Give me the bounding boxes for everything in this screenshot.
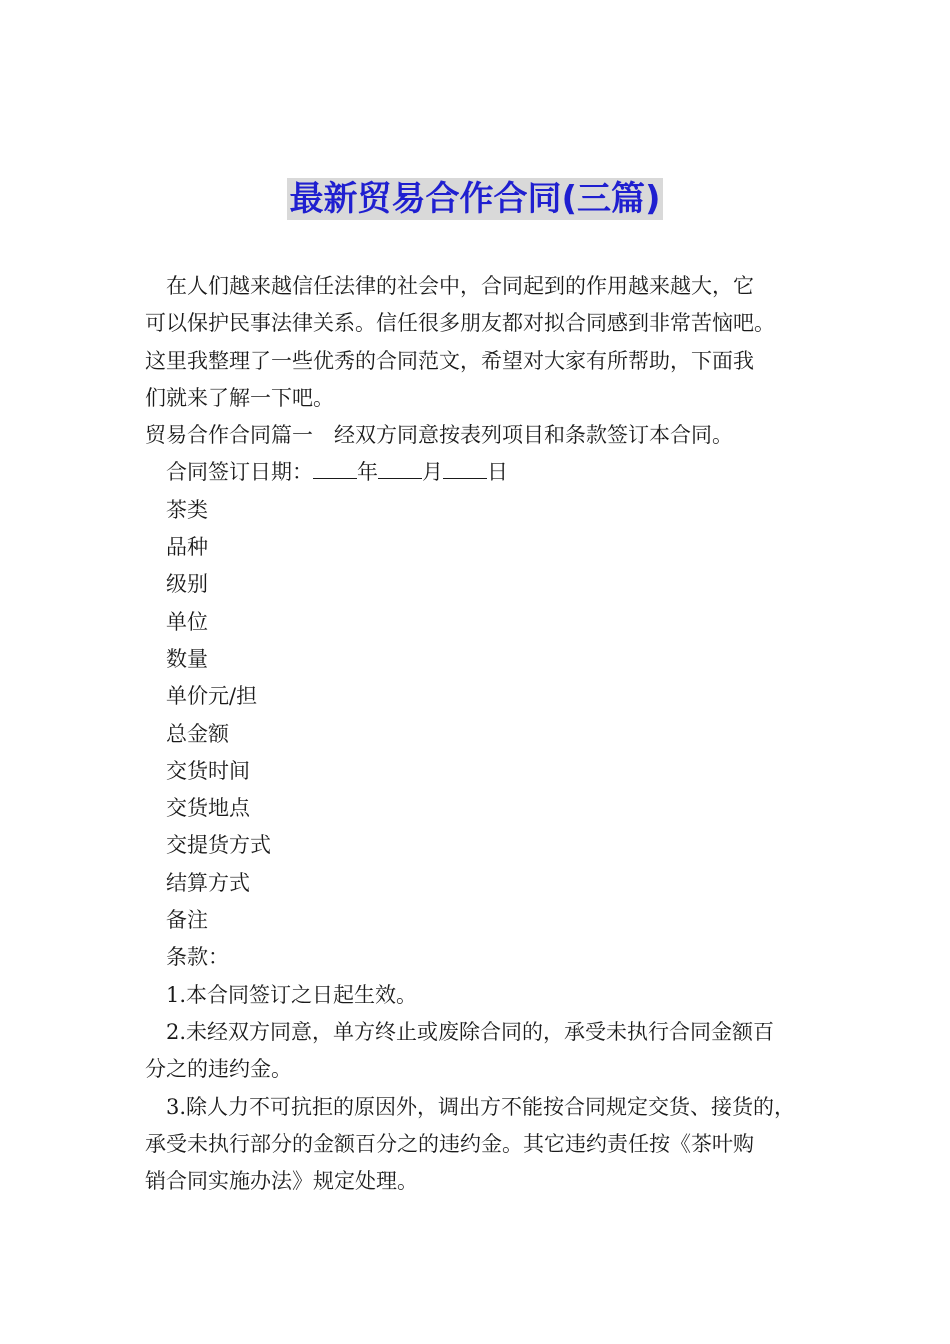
- day-blank: [443, 458, 487, 479]
- item-delivery-method: 交提货方式: [166, 833, 271, 858]
- item-settlement-method: 结算方式: [166, 870, 250, 895]
- clause-3-line: 承受未执行部分的金额百分之的违约金。其它违约责任按《茶叶购: [145, 1131, 754, 1156]
- intro-line: 在人们越来越信任法律的社会中，合同起到的作用越来越大，它: [166, 274, 754, 298]
- document-title: 最新贸易合作合同(三篇): [289, 179, 661, 219]
- item-unit: 单位: [166, 609, 208, 634]
- title-container: [0, 178, 950, 220]
- clause-2-line: 2.未经双方同意，单方终止或废除合同的，承受未执行合同金额百: [166, 1019, 775, 1044]
- month-blank: [378, 458, 422, 479]
- intro-line: 可以保护民事法律关系。信任很多朋友都对拟合同感到非常苦恼吧。: [145, 311, 775, 336]
- clause-3-line: 销合同实施办法》规定处理。: [145, 1169, 418, 1194]
- item-delivery-place: 交货地点: [166, 796, 250, 821]
- section-heading: 贸易合作合同篇一 经双方同意按表列项目和条款签订本合同。: [145, 423, 733, 448]
- item-tea-category: 茶类: [166, 497, 208, 522]
- clause-1: 1.本合同签订之日起生效。: [166, 982, 418, 1007]
- month-label: 月: [422, 460, 443, 485]
- intro-line: 这里我整理了一些优秀的合同范文，希望对大家有所帮助，下面我: [145, 348, 754, 373]
- year-blank: [313, 458, 357, 479]
- clause-2-line: 分之的违约金。: [145, 1057, 292, 1082]
- item-delivery-time: 交货时间: [166, 758, 250, 783]
- item-variety: 品种: [166, 535, 208, 560]
- document-body: [145, 268, 815, 1200]
- year-label: 年: [357, 460, 378, 485]
- day-label: 日: [487, 460, 508, 485]
- intro-line: 们就来了解一下吧。: [145, 385, 334, 410]
- item-total-amount: 总金额: [166, 721, 229, 746]
- clauses-heading: 条款：: [166, 945, 229, 970]
- signing-date-line: [145, 454, 815, 491]
- item-unit-price: 单价元/担: [166, 684, 258, 709]
- item-grade: 级别: [166, 572, 208, 597]
- clause-3-line: 3.除人力不可抗拒的原因外，调出方不能按合同规定交货、接货的，: [166, 1094, 796, 1119]
- signing-date-label: 合同签订日期：: [166, 460, 313, 485]
- item-remarks: 备注: [166, 908, 208, 933]
- item-quantity: 数量: [166, 646, 208, 671]
